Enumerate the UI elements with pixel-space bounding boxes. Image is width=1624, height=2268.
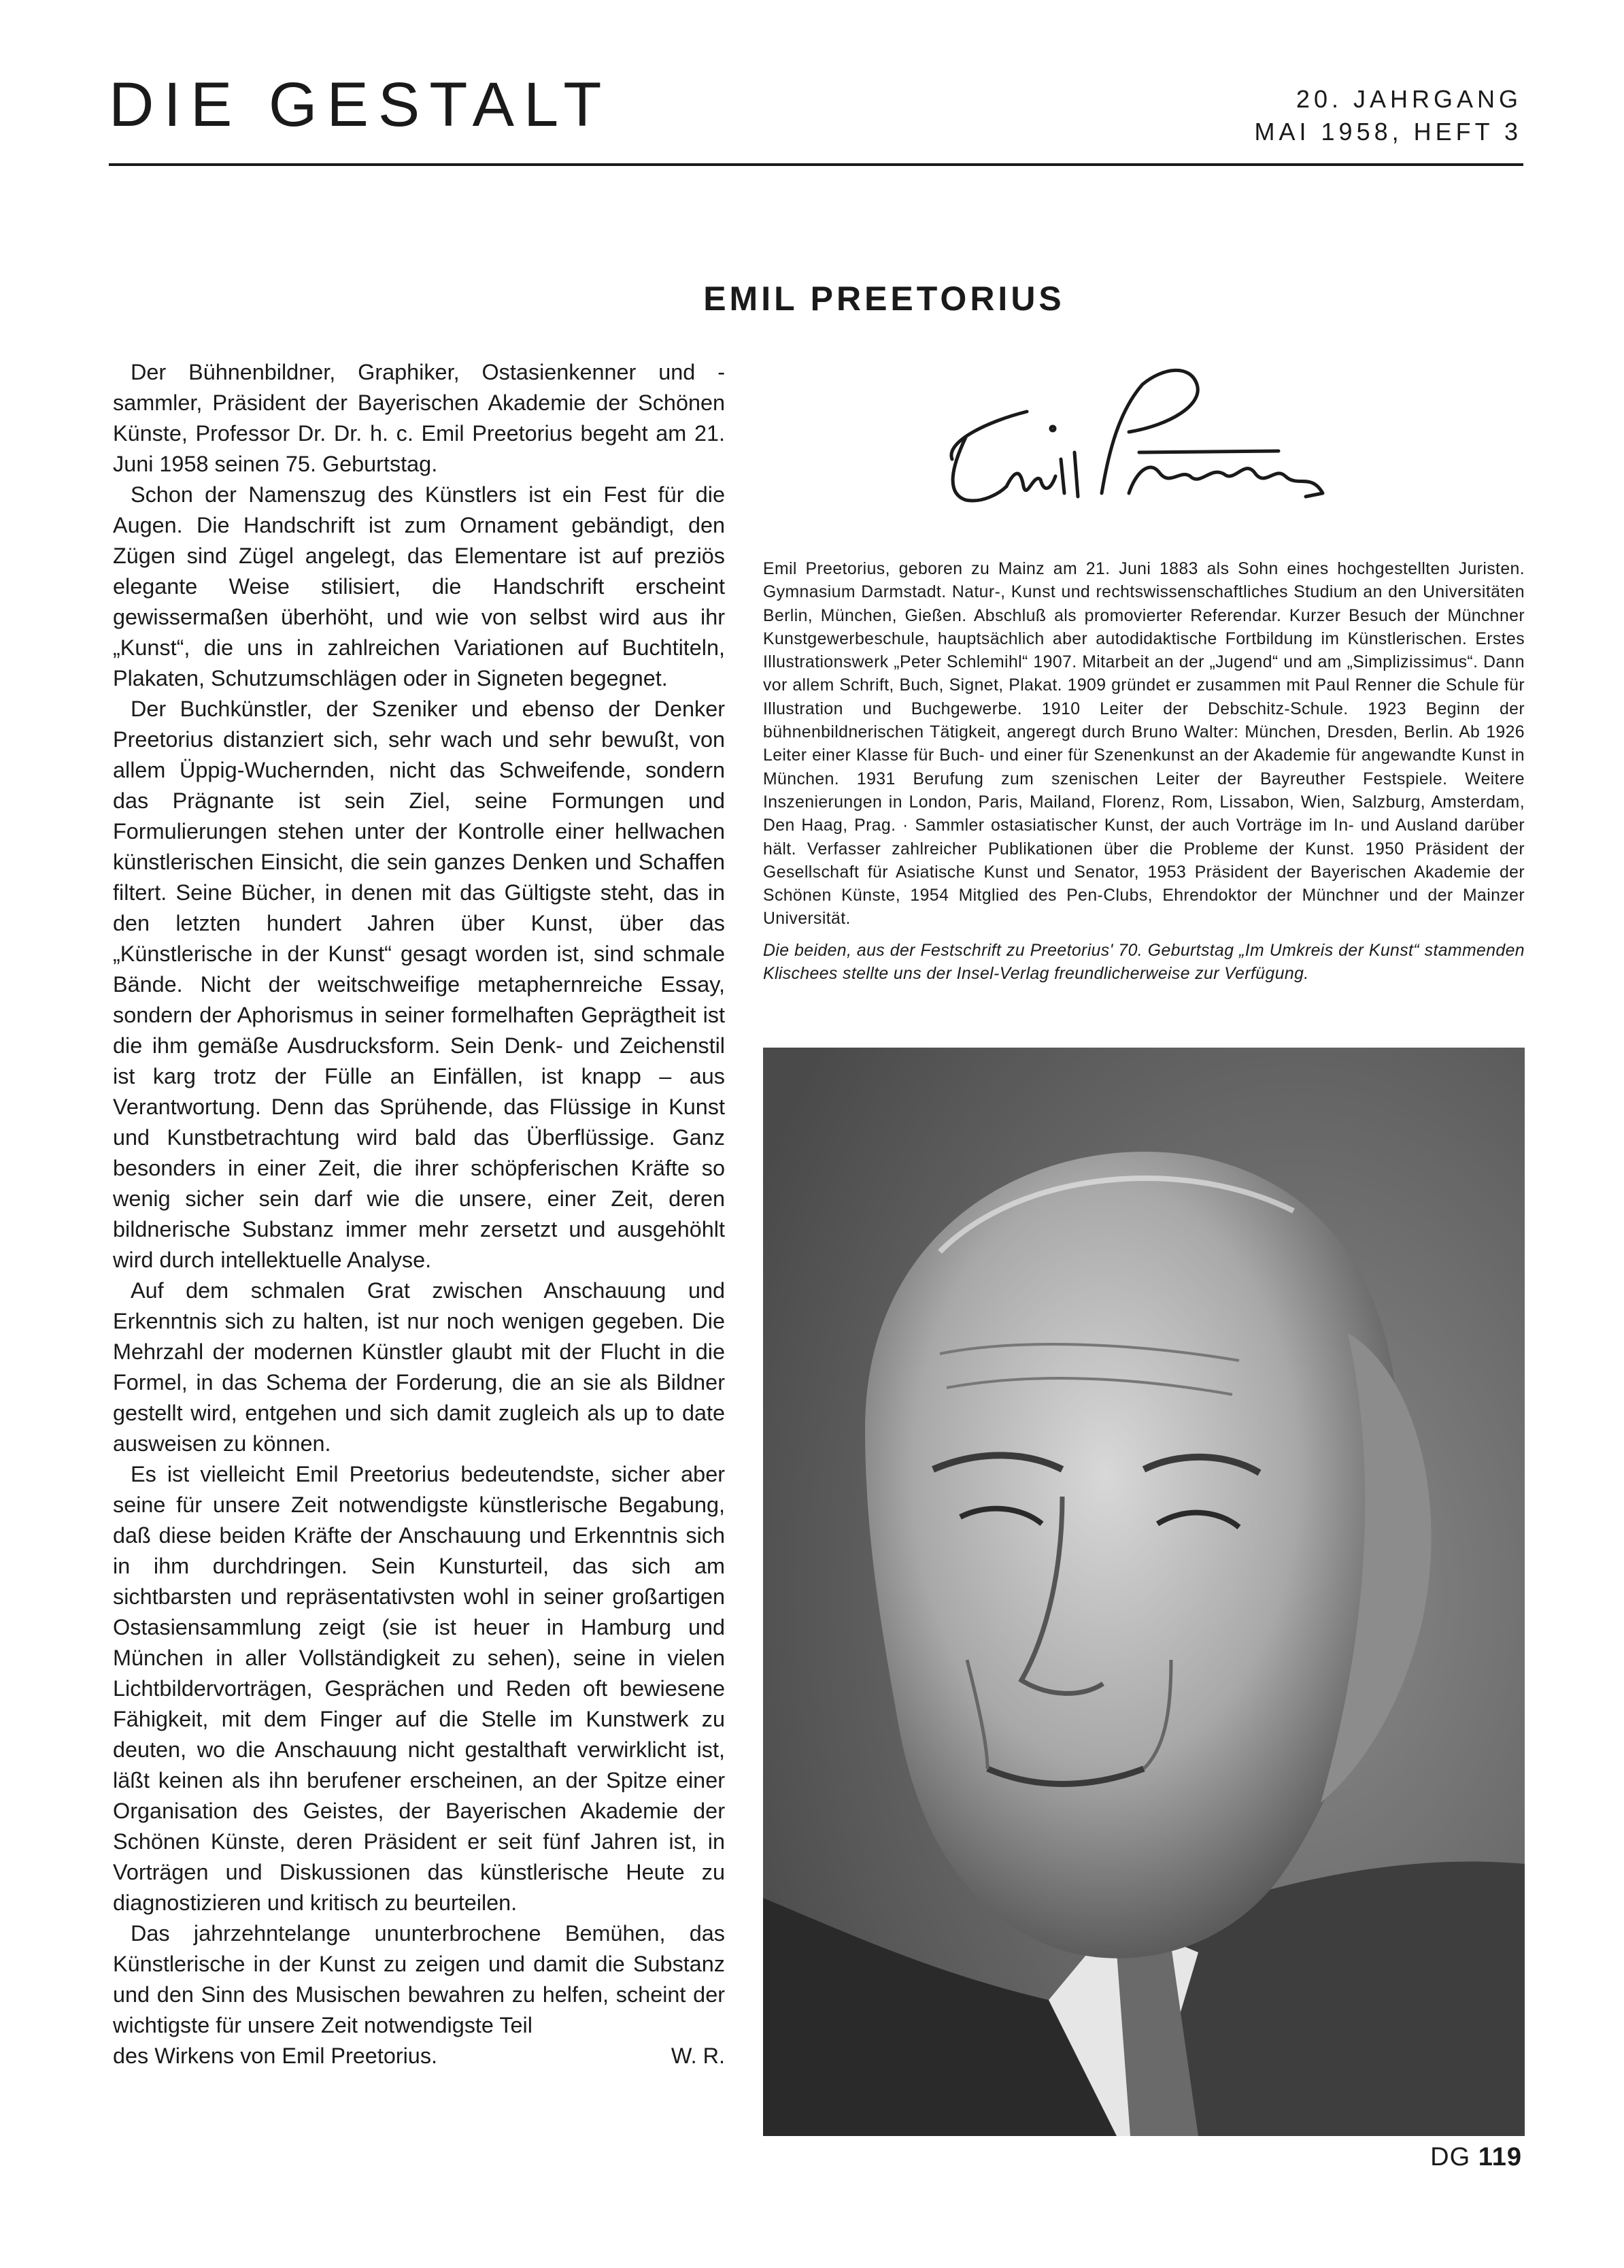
- magazine-title: DIE GESTALT: [109, 70, 611, 139]
- folio-prefix: DG: [1430, 2143, 1471, 2171]
- closing-last-line: des Wirkens von Emil Preetorius.: [113, 2044, 438, 2068]
- page-number: [1430, 2143, 1522, 2172]
- bio-text: Emil Preetorius, geboren zu Mainz am 21. Juni 1883 als Sohn eines hochgestellten Juristen. Gymnasium Darmstadt. Natur-, Kunst und rechtswissenschaftliches Studium an den Universitäten Berlin, München, Gießen. Abschluß als promovierter Referendar. Kurzer Besuch der Münchner Kunstgewerbeschule, hauptsächlich aber autodidaktische Fortbildung im Künstlerischen. Erstes Illustrationswerk „Peter Schlemihl“ 1907. Mitarbeit an der „Jugend“ und am „Simplizissimus“. Dann vor allem Schrift, Buch, Signet, Plakat. 1909 gründet er zusammen mit Paul Renner die Schule für Illustration und Buchgewerbe. 1910 Leiter der Debschitz-Schule. 1923 Beginn der bühnenbildnerischen Tätigkeit, angeregt durch Bruno Walter: München, Dresden, Berlin. Ab 1926 Leiter einer Klasse für Buch- und einer für Szenenkunst an der Akademie für angewandte Kunst in München. 1931 Berufung zum szenischen Leiter der Bayreuther Festspiele. Weitere Inszenierungen in London, Paris, Mailand, Florenz, Rom, Lissabon, Wien, Salzburg, Amsterdam, Den Haag, Prag. · Sammler ostasiatischer Kunst, der auch Vorträge im In- und Ausland darüber hält. Verfasser zahlreicher Publikationen über die Probleme der Kunst. 1950 Präsident der Gesellschaft für Asiatische Kunst und Senator, 1953 Präsident der Bayerischen Akademie der Schönen Künste, 1954 Mitglied des Pen-Clubs, Ehrendoktor der Münchner und der Mainzer Universität.: [763, 560, 1525, 929]
- paragraph: Der Buchkünstler, der Szeniker und ebenso der Denker Preetorius distanziert sich, sehr wach und sehr bewußt, von allem Üppig-Wuchernden, nicht das Schweifende, sondern das Prägnante ist sein Ziel, seine Formungen und Formulierungen stehen unter der Kontrolle einer hellwachen künstlerischen Einsicht, die sein ganzes Denken und Schaffen filtert. Seine Bücher, in denen mit das Gültigste steht, das in den letzten hundert Jahren über Kunst, über das „Künstlerische in der Kunst“ gesagt worden ist, sind schmale Bände. Nicht der weitschweifige metaphernreiche Essay, sondern der Aphorismus in seiner formelhaften Geprägtheit ist die ihm gemäße Ausdrucksform. Sein Denk- und Zeichenstil ist karg trotz der Fülle an Einfällen, ist knapp – aus Verantwortung. Denn das Sprühende, das Flüssige in Kunst und Kunstbetrachtung wird bald das Überflüssige. Ganz besonders in einer Zeit, die ihrer schöpferischen Kräfte so wenig sicher sein darf wie die unsere, einer Zeit, deren bildnerische Substanz immer mehr zersetzt und ausgehöhlt wird durch intellektuelle Analyse.: [113, 697, 725, 1272]
- handwritten-signature: [925, 357, 1347, 534]
- closing-line: [113, 2041, 725, 2071]
- article-title: EMIL PREETORIUS: [703, 280, 1065, 318]
- portrait-photo: [763, 1048, 1525, 2136]
- paragraph: Der Bühnenbildner, Graphiker, Ostasienkenner und -sammler, Präsident der Bayerischen Akademie der Schönen Künste, Professor Dr. Dr. h. c. Emil Preetorius begeht am 21. Juni 1958 seinen 75. Geburtstag.: [113, 360, 725, 476]
- issue-info: [1255, 83, 1522, 148]
- paragraph: Schon der Namenszug des Künstlers ist ein Fest für die Augen. Die Handschrift ist zum Ornament gebändigt, den Zügen sind Zügel angelegt, das Elementare ist auf preziös elegante Weise stilisiert, die Handschrift erscheint gewissermaßen überhöht, und wie von selbst wird aus ihr „Kunst“, die uns in zahlreichen Variationen auf Buchtiteln, Plakaten, Schutzumschlägen oder in Signeten begegnet.: [113, 482, 725, 690]
- biography: [763, 558, 1525, 986]
- issue-label: MAI 1958, HEFT 3: [1254, 118, 1522, 146]
- author-initials: W. R.: [671, 2044, 725, 2068]
- header-rule: [109, 163, 1523, 166]
- article-body: [113, 357, 725, 2071]
- volume-label: 20. JAHRGANG: [1296, 85, 1522, 113]
- image-credit: Die beiden, aus der Festschrift zu Preetorius' 70. Geburtstag „Im Umkreis der Kunst“ stammenden Klischees stellte uns der Insel-Verlag freundlicherweise zur Verfügung.: [763, 941, 1525, 984]
- closing-paragraph: Das jahrzehntelange ununterbrochene Bemühen, das Künstlerische in der Kunst zu zeigen und damit die Substanz und den Sinn des Musischen bewahren zu helfen, scheint der wichtigste für unsere Zeit notwendigste Teil: [113, 1921, 725, 2037]
- portrait-photo-graphic: [763, 1048, 1525, 2136]
- paragraph: Auf dem schmalen Grat zwischen Anschauung und Erkenntnis sich zu halten, ist nur noch wenigen gegeben. Die Mehrzahl der modernen Künstler glaubt mit der Flucht in die Formel, in das Schema der Forderung, die an sie als Bildner gestellt wird, entgehen und sich damit zugleich als up to date ausweisen zu können.: [113, 1278, 725, 1456]
- paragraph: Es ist vielleicht Emil Preetorius bedeutendste, sicher aber seine für unsere Zeit notwendigste künstlerische Begabung, daß diese beiden Kräfte der Anschauung und Erkenntnis sich in ihm durchdringen. Sein Kunsturteil, das sich am sichtbarsten und repräsentativsten wohl in seiner großartigen Ostasiensammlung zeigt (sie ist heuer in Hamburg und München in aller Vollständigkeit zu sehen), seine in vielen Lichtbildervorträgen, Gesprächen und Reden oft bewiesene Fähigkeit, mit dem Finger auf die Stelle im Kunstwerk zu deuten, wo die Anschauung nicht gestalthaft verwirklicht ist, läßt keinen als ihn berufener erscheinen, an der Spitze einer Organisation des Geistes, der Bayerischen Akademie der Schönen Künste, deren Präsident er seit fünf Jahren ist, in Vorträgen und Diskussionen das künstlerische Heute zu diagnostizieren und kritisch zu beurteilen.: [113, 1462, 725, 1915]
- folio-page: 119: [1478, 2143, 1522, 2171]
